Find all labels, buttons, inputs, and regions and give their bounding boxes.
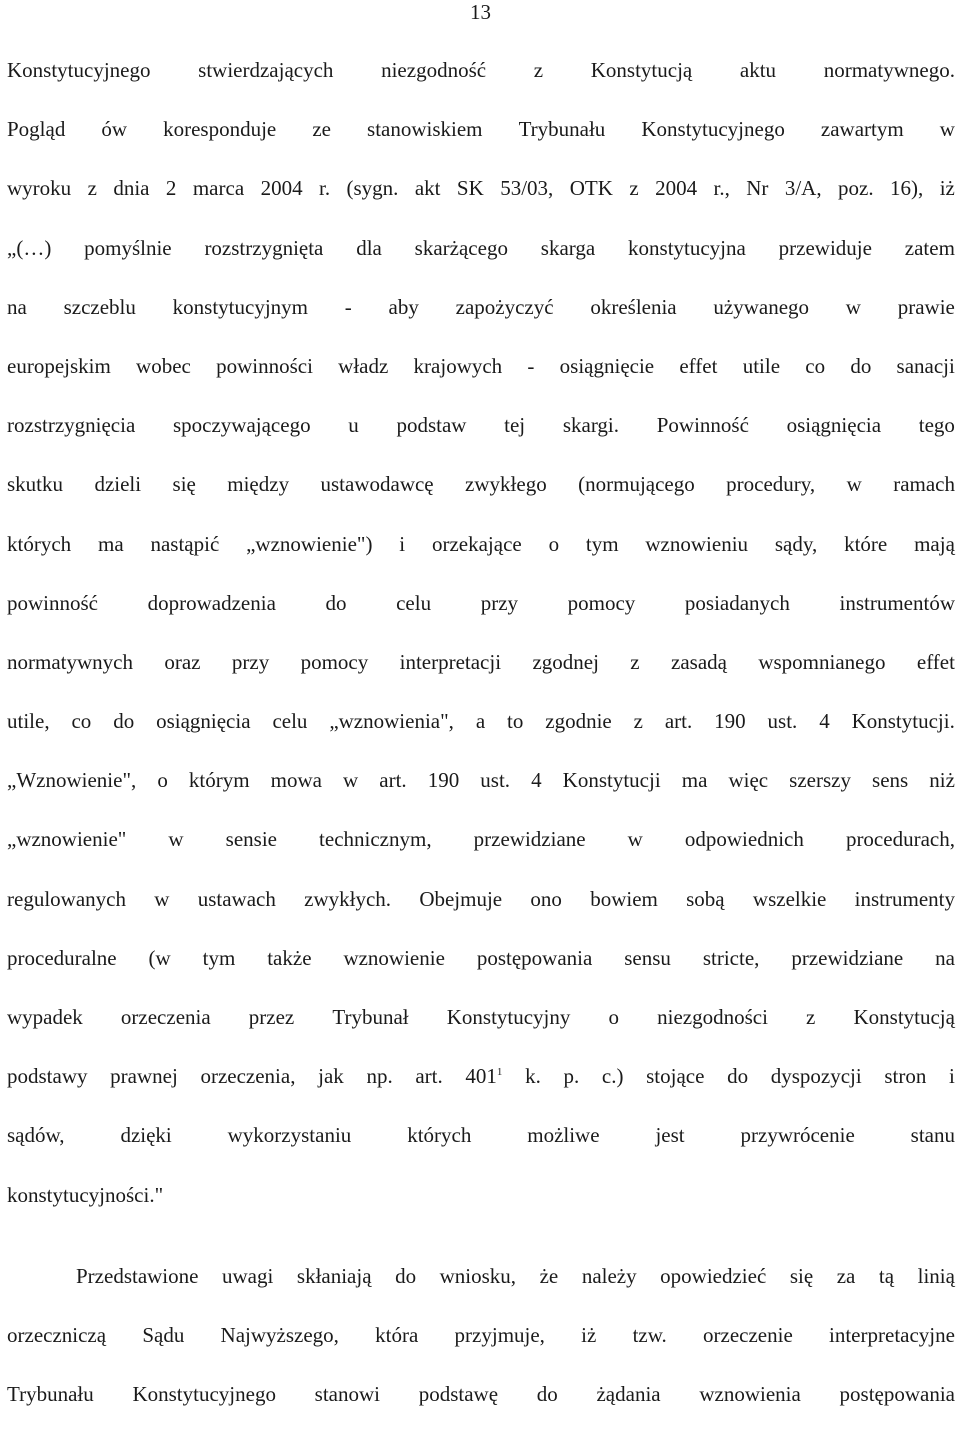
word: proceduralne — [7, 945, 117, 970]
word: z — [533, 58, 544, 82]
word: w — [343, 768, 359, 793]
word: Powinność — [656, 413, 749, 438]
word: na — [7, 294, 27, 319]
word: technicznym, — [319, 827, 432, 852]
word: wznowienia — [699, 1382, 801, 1407]
text-line — [7, 1256, 955, 1315]
word: przy — [480, 590, 519, 615]
word: podstaw — [396, 413, 467, 438]
word: osiągnięcia — [786, 413, 882, 438]
text-line — [7, 50, 955, 109]
word: orzekające — [431, 531, 522, 556]
word: europejskim — [7, 353, 111, 378]
text-line — [7, 405, 955, 464]
text-line — [7, 346, 955, 405]
word: koresponduje — [163, 117, 277, 142]
word: za — [836, 1263, 856, 1288]
word: poz. — [838, 176, 874, 201]
word: wznowienie — [343, 945, 445, 970]
word: r., — [713, 176, 730, 201]
word: w — [846, 472, 862, 497]
text-line — [7, 642, 955, 701]
word: procedurach, — [845, 827, 955, 852]
word: co — [71, 709, 92, 734]
text-line — [7, 701, 955, 760]
word: przewidziane — [791, 945, 904, 970]
word: przywrócenie — [740, 1123, 855, 1148]
word: używanego — [713, 294, 810, 319]
word: linią — [917, 1263, 955, 1288]
word: 190 — [427, 768, 460, 793]
word: wniosku, — [439, 1263, 517, 1288]
word: „wznowienia", — [329, 709, 454, 734]
word: mowa — [270, 768, 322, 793]
word: do — [727, 1064, 749, 1089]
word: skargi. — [562, 413, 620, 438]
word: określenia — [590, 294, 677, 319]
word: 2004 — [655, 176, 698, 201]
word: (normującego — [578, 472, 695, 497]
word: 3/A, — [784, 176, 822, 201]
word: dzieli — [94, 472, 142, 497]
word: się — [172, 472, 196, 497]
word: rozstrzygnięta — [204, 235, 324, 260]
word: aktu — [739, 58, 777, 82]
word: między — [227, 472, 290, 497]
word: jest — [655, 1123, 685, 1148]
word: Konstytucyjnego — [641, 117, 785, 142]
word: skarga — [540, 235, 596, 260]
word: przez — [248, 1005, 295, 1029]
word: instrumenty — [854, 886, 955, 911]
text-line — [7, 997, 955, 1056]
word: zgodnej — [532, 649, 599, 674]
word: Konstytucji. — [851, 709, 955, 734]
word: Pogląd — [7, 117, 66, 142]
word: sensie — [225, 827, 277, 852]
word: przewidziane — [473, 827, 586, 852]
word: iż — [939, 176, 955, 201]
word: się — [789, 1263, 814, 1288]
word: z — [806, 1005, 816, 1029]
word: bowiem — [590, 886, 658, 911]
word: ustawach — [197, 886, 276, 911]
word: do — [113, 709, 135, 734]
text-line — [7, 109, 955, 168]
word: Najwyższego, — [220, 1322, 339, 1347]
word: a — [475, 709, 486, 734]
word: - — [344, 294, 352, 319]
text-line — [7, 1315, 955, 1374]
word: na — [935, 945, 955, 970]
word: wobec — [136, 353, 191, 378]
text-line — [7, 1115, 955, 1174]
word: normatywnego. — [823, 58, 955, 82]
word: sądy, — [774, 531, 818, 556]
word: skarżącego — [414, 235, 508, 260]
word: z — [633, 709, 643, 734]
word: stron — [884, 1064, 927, 1089]
word: w — [168, 827, 184, 852]
word: Konstytucyjny — [446, 1005, 571, 1029]
word: (sygn. — [346, 176, 399, 201]
word: Obejmuje — [419, 886, 503, 911]
word: Sądu — [142, 1322, 185, 1347]
text-line — [7, 1374, 955, 1433]
word: stanowiskiem — [367, 117, 483, 142]
word: spoczywającego — [172, 413, 311, 438]
word: iż — [581, 1322, 597, 1347]
text-line — [7, 1175, 955, 1234]
word: Konstytucyjnego — [132, 1382, 276, 1407]
word: do — [536, 1382, 558, 1407]
word: konstytucyjnym — [172, 294, 308, 319]
word: nastąpić — [150, 531, 220, 556]
text-line — [7, 524, 955, 583]
word: podstawę — [418, 1382, 499, 1407]
word: do — [850, 353, 872, 378]
word: 2004 — [260, 176, 303, 201]
word: których — [407, 1123, 472, 1148]
word: zasadą — [671, 649, 727, 674]
word: Nr — [746, 176, 769, 201]
word: regulowanych — [7, 886, 126, 911]
word: tego — [918, 413, 955, 438]
word: celu — [396, 590, 432, 615]
word: art. — [664, 709, 693, 734]
text-line — [7, 879, 955, 938]
word: „wznowienie" — [7, 827, 127, 852]
word: „wznowienie") — [246, 531, 373, 556]
word: sens — [872, 768, 909, 793]
word: niezgodności — [657, 1005, 768, 1029]
word: których — [7, 531, 72, 556]
word: mają — [914, 531, 955, 556]
word: stwierdzających — [198, 58, 334, 82]
word: „Wznowienie", — [7, 768, 137, 793]
document-body — [7, 50, 955, 1433]
word: z — [87, 176, 97, 201]
word: niż — [929, 768, 955, 793]
word: którym — [188, 768, 250, 793]
word: władz — [338, 353, 389, 378]
word: posiadanych — [684, 590, 790, 615]
word: osiągnięcie — [559, 353, 655, 378]
text-line — [7, 464, 955, 523]
word: „(…) — [7, 235, 52, 260]
word: effet — [679, 353, 718, 378]
word: sądów, — [7, 1123, 65, 1148]
word: pomocy — [300, 649, 369, 674]
word: aby — [388, 294, 419, 319]
word: niezgodność — [381, 58, 487, 82]
word: możliwe — [527, 1123, 600, 1148]
text-line — [7, 1056, 955, 1115]
text-line — [7, 228, 955, 287]
word: pomyślnie — [84, 235, 172, 260]
word: p. — [563, 1064, 580, 1089]
word: do — [325, 590, 347, 615]
word: OTK — [569, 176, 613, 201]
word: 53/03, — [500, 176, 554, 201]
word: normatywnych — [7, 649, 133, 674]
word: celu — [272, 709, 308, 734]
word: podstawy — [7, 1064, 88, 1089]
line-text: konstytucyjności." — [7, 1182, 164, 1207]
word: ma — [681, 768, 708, 793]
page-number: 13 — [470, 0, 491, 24]
word: 4 — [531, 768, 542, 793]
word: przy — [231, 649, 270, 674]
word: tym — [202, 945, 236, 970]
word: wszelkie — [752, 886, 827, 911]
word: postępowania — [476, 945, 593, 970]
word: wyroku — [7, 176, 72, 201]
word: w — [939, 117, 955, 142]
word: stojące — [646, 1064, 705, 1089]
word: Trybunału — [518, 117, 606, 142]
word: interpretacyjne — [829, 1322, 955, 1347]
word: zatem — [904, 235, 955, 260]
text-line — [7, 938, 955, 997]
text-line — [7, 168, 955, 227]
word: które — [844, 531, 888, 556]
word: rozstrzygnięcia — [7, 413, 136, 438]
word: opowiedzieć — [660, 1263, 767, 1288]
word: skutku — [7, 472, 64, 497]
word: konstytucyjna — [628, 235, 746, 260]
word: w — [154, 886, 170, 911]
word: tym — [585, 531, 619, 556]
word: np. — [366, 1064, 393, 1089]
word: odpowiednich — [684, 827, 804, 852]
word: ust. — [767, 709, 798, 734]
word: pomocy — [567, 590, 636, 615]
word: co — [805, 353, 826, 378]
word: Konstytucją — [590, 58, 693, 82]
word: ust. — [480, 768, 511, 793]
word: dnia — [113, 176, 150, 201]
word: że — [539, 1263, 559, 1288]
word: c.) — [601, 1064, 624, 1089]
word: Trybunału — [7, 1382, 94, 1407]
word: r. — [318, 176, 331, 201]
word: stanu — [910, 1123, 955, 1148]
word: krajowych — [413, 353, 503, 378]
word: zwykłych. — [304, 886, 392, 911]
word: z — [630, 649, 640, 674]
word: Konstytucyjnego — [7, 58, 151, 82]
word: $401^1$ — [465, 1064, 503, 1089]
word: tą — [878, 1263, 895, 1288]
word: Konstytucji — [562, 768, 661, 793]
word: sensu — [624, 945, 671, 970]
word: procedury, — [726, 472, 816, 497]
word: i — [949, 1064, 955, 1089]
word: 2 — [165, 176, 177, 201]
word: 16), — [890, 176, 924, 201]
word: utile, — [7, 709, 50, 734]
word: szczeblu — [63, 294, 136, 319]
word: powinność — [7, 590, 98, 615]
text-line — [7, 760, 955, 819]
word: ramach — [893, 472, 955, 497]
word: skłaniają — [296, 1263, 372, 1288]
word: osiągnięcia — [156, 709, 251, 734]
word: zgodnie — [545, 709, 612, 734]
word: do — [395, 1263, 417, 1288]
word: k. — [525, 1064, 541, 1089]
word: orzeczenia, — [200, 1064, 296, 1089]
word: postępowania — [839, 1382, 955, 1407]
word: zawartym — [820, 117, 904, 142]
word: sobą — [686, 886, 725, 911]
word: ze — [312, 117, 331, 142]
word: przewiduje — [778, 235, 872, 260]
word: SK — [456, 176, 484, 201]
word: o — [608, 1005, 620, 1029]
word: effet — [916, 649, 955, 674]
word: wypadek — [7, 1005, 83, 1029]
word: orzeczniczą — [7, 1322, 107, 1347]
word: interpretacji — [399, 649, 502, 674]
word: wykorzystaniu — [227, 1123, 352, 1148]
word: wznowieniu — [645, 531, 749, 556]
text-line — [7, 287, 955, 346]
word: ono — [530, 886, 562, 911]
word: dyspozycji — [770, 1064, 862, 1089]
word: utile — [742, 353, 781, 378]
word: Konstytucją — [853, 1005, 955, 1029]
word: orzeczenia — [120, 1005, 211, 1029]
word: tej — [504, 413, 526, 438]
word: (w — [148, 945, 171, 970]
word: prawie — [897, 294, 955, 319]
word: Trybunał — [332, 1005, 409, 1029]
word: ów — [101, 117, 128, 142]
word: oraz — [164, 649, 201, 674]
superscript: 1 — [496, 1066, 503, 1079]
word: w — [845, 294, 861, 319]
word: która — [375, 1322, 419, 1347]
word: wspomnianego — [758, 649, 886, 674]
word: i — [399, 531, 406, 556]
word: zapożyczyć — [455, 294, 554, 319]
word: tzw. — [632, 1322, 667, 1347]
word: z — [629, 176, 639, 201]
word: ustawodawcę — [320, 472, 434, 497]
word: także — [267, 945, 312, 970]
word: marca — [192, 176, 245, 201]
word: jak — [318, 1064, 344, 1089]
word: doprowadzenia — [147, 590, 276, 615]
word: art. — [379, 768, 407, 793]
text-line — [7, 583, 955, 642]
word: art. — [415, 1064, 443, 1089]
word: akt — [414, 176, 441, 201]
word: prawnej — [110, 1064, 178, 1089]
word: Przedstawione — [76, 1263, 199, 1288]
word: żądania — [596, 1382, 661, 1407]
word: stanowi — [314, 1382, 380, 1407]
word: 4 — [819, 709, 830, 734]
word: - — [527, 353, 535, 378]
word: 190 — [714, 709, 746, 734]
word: u — [348, 413, 359, 438]
word: stricte, — [702, 945, 760, 970]
word: ma — [97, 531, 124, 556]
word: o — [548, 531, 560, 556]
word: dzięki — [120, 1123, 172, 1148]
word: należy — [581, 1263, 637, 1288]
word: szerszy — [789, 768, 851, 793]
word: instrumentów — [839, 590, 955, 615]
text-line — [7, 819, 955, 878]
word: orzeczenie — [703, 1322, 793, 1347]
word: to — [507, 709, 524, 734]
word: dla — [356, 235, 382, 260]
word: powinności — [216, 353, 313, 378]
word: więc — [728, 768, 769, 793]
word: uwagi — [222, 1263, 274, 1288]
word: przyjmuje, — [454, 1322, 545, 1347]
word: o — [157, 768, 168, 793]
word: sanacji — [896, 353, 955, 378]
word: w — [627, 827, 643, 852]
word: zwykłego — [465, 472, 547, 497]
